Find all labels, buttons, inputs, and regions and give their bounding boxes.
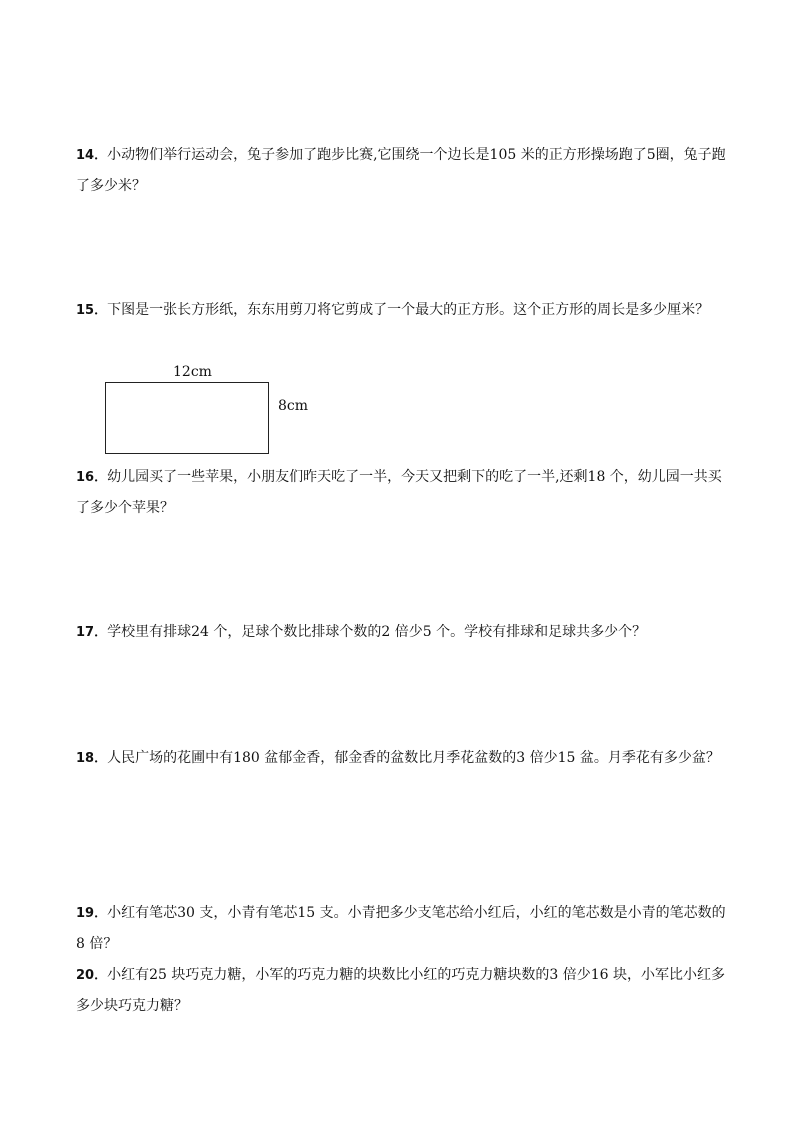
question-20	[76, 960, 726, 1021]
question-number: 16．	[76, 470, 108, 485]
question-number: 17．	[76, 625, 108, 640]
question-19	[76, 898, 726, 959]
question-18	[76, 743, 726, 774]
question-text: 学校里有排球24 个，足球个数比排球个数的2 倍少5 个。学校有排球和足球共多少个？	[107, 624, 647, 640]
question-15	[76, 295, 726, 326]
question-text: 人民广场的花圃中有180 盆郁金香，郁金香的盆数比月季花盆数的3 倍少15 盆。月季花有多少盆？	[107, 750, 720, 766]
question-number: 18．	[76, 751, 108, 766]
question-text: 下图是一张长方形纸，东东用剪刀将它剪成了一个最大的正方形。这个正方形的周长是多少厘米？	[107, 302, 710, 318]
question-number: 14．	[76, 148, 108, 163]
question-text: 小动物们举行运动会，兔子参加了跑步比赛,它围绕一个边长是105 米的正方形操场跑了5圈，兔子跑了多少米？	[76, 147, 726, 194]
question-14	[76, 140, 726, 201]
question-17	[76, 617, 726, 648]
height-label: 8cm	[278, 398, 309, 414]
question-number: 15．	[76, 303, 108, 318]
question-number: 19．	[76, 906, 108, 921]
question-number: 20．	[76, 968, 108, 983]
question-16	[76, 462, 726, 523]
rectangle-shape	[105, 382, 269, 454]
question-text: 幼儿园买了一些苹果，小朋友们昨天吃了一半，今天又把剩下的吃了一半,还剩18 个，幼儿园一共买了多少个苹果？	[76, 469, 722, 516]
width-label: 12cm	[173, 364, 212, 380]
rectangle-figure	[105, 362, 325, 456]
question-text: 小红有25 块巧克力糖，小军的巧克力糖的块数比小红的巧克力糖块数的3 倍少16 块，小军比小红多多少块巧克力糖？	[76, 967, 725, 1014]
question-text: 小红有笔芯30 支，小青有笔芯15 支。小青把多少支笔芯给小红后，小红的笔芯数是小青的笔芯数的8 倍？	[76, 905, 726, 952]
